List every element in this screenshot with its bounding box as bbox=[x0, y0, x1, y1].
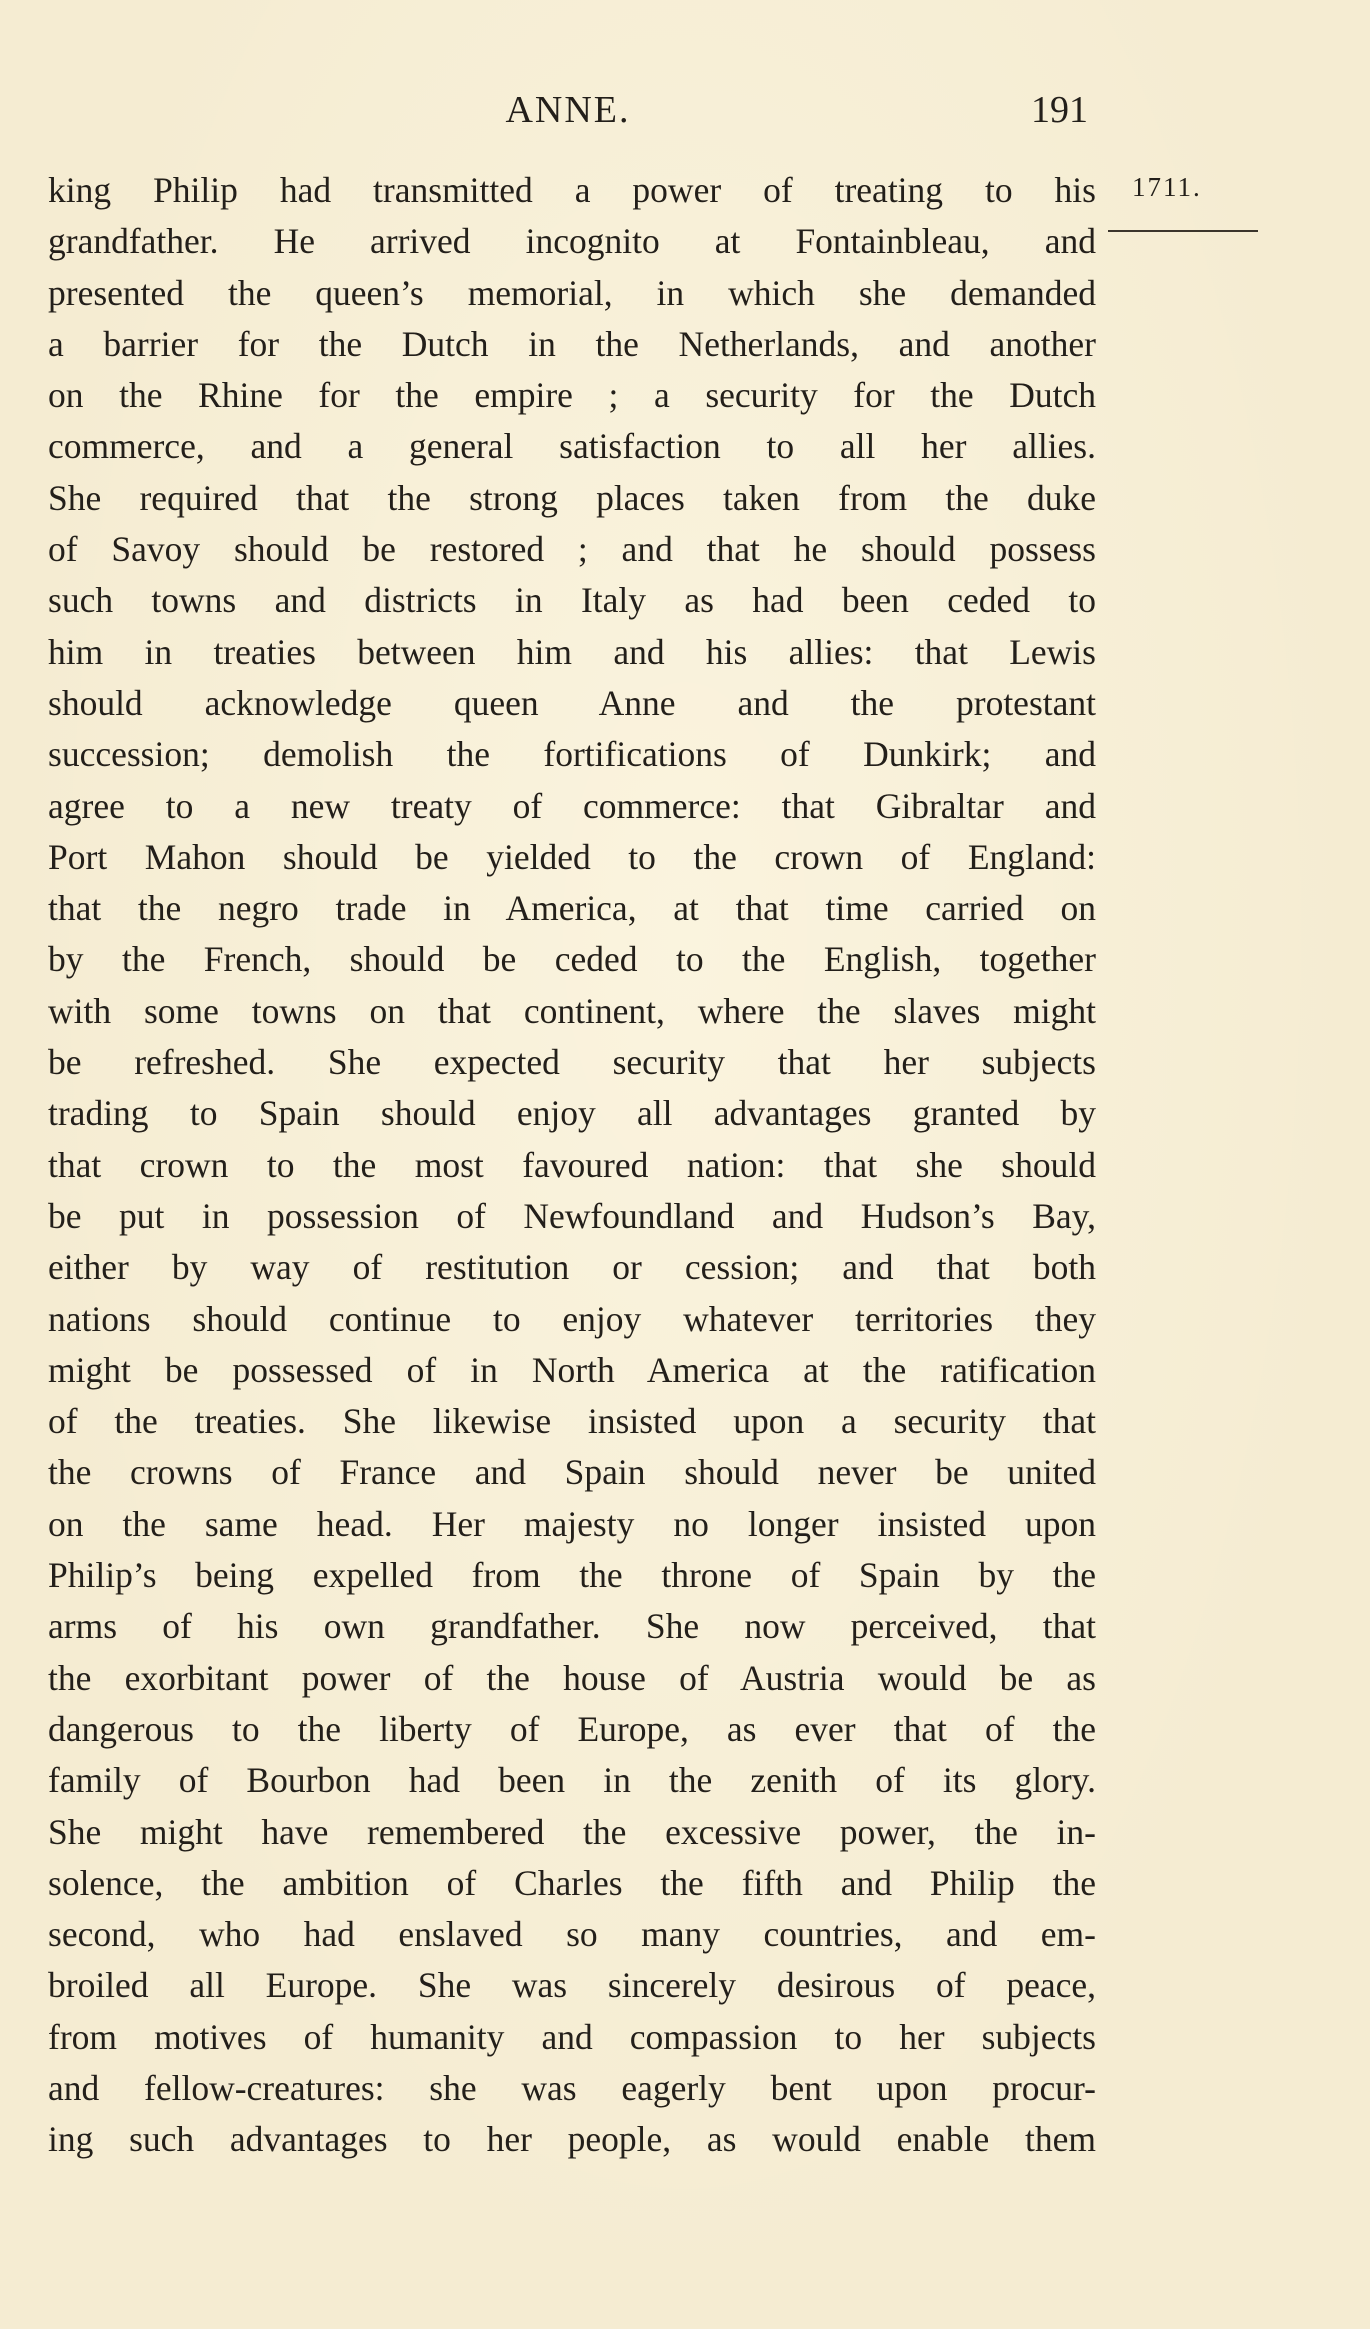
text-line: Philip’s being expelled from the throne of Spain by the bbox=[48, 1555, 1096, 1596]
margin-rule bbox=[1108, 230, 1258, 232]
text-line: of Savoy should be restored ; and that he should possess bbox=[48, 529, 1096, 570]
text-line: the exorbitant power of the house of Austria would be as bbox=[48, 1657, 1096, 1698]
text-line: should acknowledge queen Anne and the protestant bbox=[48, 682, 1096, 723]
page-number: 191 bbox=[1031, 89, 1088, 131]
text-line: agree to a new treaty of commerce: that Gibraltar and bbox=[48, 785, 1096, 826]
text-line: of the treaties. She likewise insisted upon a security that bbox=[48, 1401, 1096, 1442]
text-line: be put in possession of Newfoundland and Hudson’s Bay, bbox=[48, 1195, 1096, 1236]
text-line: such towns and districts in Italy as had been ceded to bbox=[48, 580, 1096, 621]
text-line: the crowns of France and Spain should never be united bbox=[48, 1452, 1096, 1493]
text-line: second, who had enslaved so many countries, and em- bbox=[48, 1914, 1096, 1955]
text-line: broiled all Europe. She was sincerely desirous of peace, bbox=[48, 1965, 1096, 2006]
body-text bbox=[48, 165, 1096, 2166]
running-head-title: ANNE. bbox=[505, 89, 631, 131]
text-line: succession; demolish the fortifications of Dunkirk; and bbox=[48, 734, 1096, 775]
text-line: ing such advantages to her people, as would enable them bbox=[48, 2119, 1096, 2160]
text-line: on the Rhine for the empire ; a security for the Dutch bbox=[48, 375, 1096, 416]
margin-year-note: 1711. bbox=[1132, 172, 1202, 202]
text-line: solence, the ambition of Charles the fifth and Philip the bbox=[48, 1862, 1096, 1903]
text-line: grandfather. He arrived incognito at Fontainbleau, and bbox=[48, 221, 1096, 262]
running-head bbox=[48, 88, 1088, 138]
text-line: either by way of restitution or cession; and that both bbox=[48, 1247, 1096, 1288]
text-line: presented the queen’s memorial, in which she demanded bbox=[48, 272, 1096, 313]
text-line: that the negro trade in America, at that time carried on bbox=[48, 888, 1096, 929]
text-line: him in treaties between him and his allies: that Lewis bbox=[48, 631, 1096, 672]
text-line: might be possessed of in North America at the ratification bbox=[48, 1349, 1096, 1390]
text-line: on the same head. Her majesty no longer insisted upon bbox=[48, 1503, 1096, 1544]
text-line: nations should continue to enjoy whatever territories they bbox=[48, 1298, 1096, 1339]
text-line: commerce, and a general satisfaction to all her allies. bbox=[48, 426, 1096, 467]
text-line: a barrier for the Dutch in the Netherlands, and another bbox=[48, 323, 1096, 364]
text-line: family of Bourbon had been in the zenith of its glory. bbox=[48, 1760, 1096, 1801]
text-line: She might have remembered the excessive power, the in- bbox=[48, 1811, 1096, 1852]
text-line: king Philip had transmitted a power of treating to his bbox=[48, 170, 1096, 210]
text-line: trading to Spain should enjoy all advantages granted by bbox=[48, 1093, 1096, 1134]
text-line: from motives of humanity and compassion to her subjects bbox=[48, 2016, 1096, 2057]
text-line: and fellow-creatures: she was eagerly bent upon procur- bbox=[48, 2067, 1096, 2108]
text-line: Port Mahon should be yielded to the crown of England: bbox=[48, 836, 1096, 877]
text-line: She required that the strong places taken from the duke bbox=[48, 477, 1096, 518]
text-line: that crown to the most favoured nation: that she should bbox=[48, 1144, 1096, 1185]
text-line: by the French, should be ceded to the English, together bbox=[48, 939, 1096, 980]
text-line: with some towns on that continent, where the slaves might bbox=[48, 990, 1096, 1031]
text-line: arms of his own grandfather. She now perceived, that bbox=[48, 1606, 1096, 1647]
text-line: dangerous to the liberty of Europe, as ever that of the bbox=[48, 1708, 1096, 1749]
text-line: be refreshed. She expected security that her subjects bbox=[48, 1042, 1096, 1083]
